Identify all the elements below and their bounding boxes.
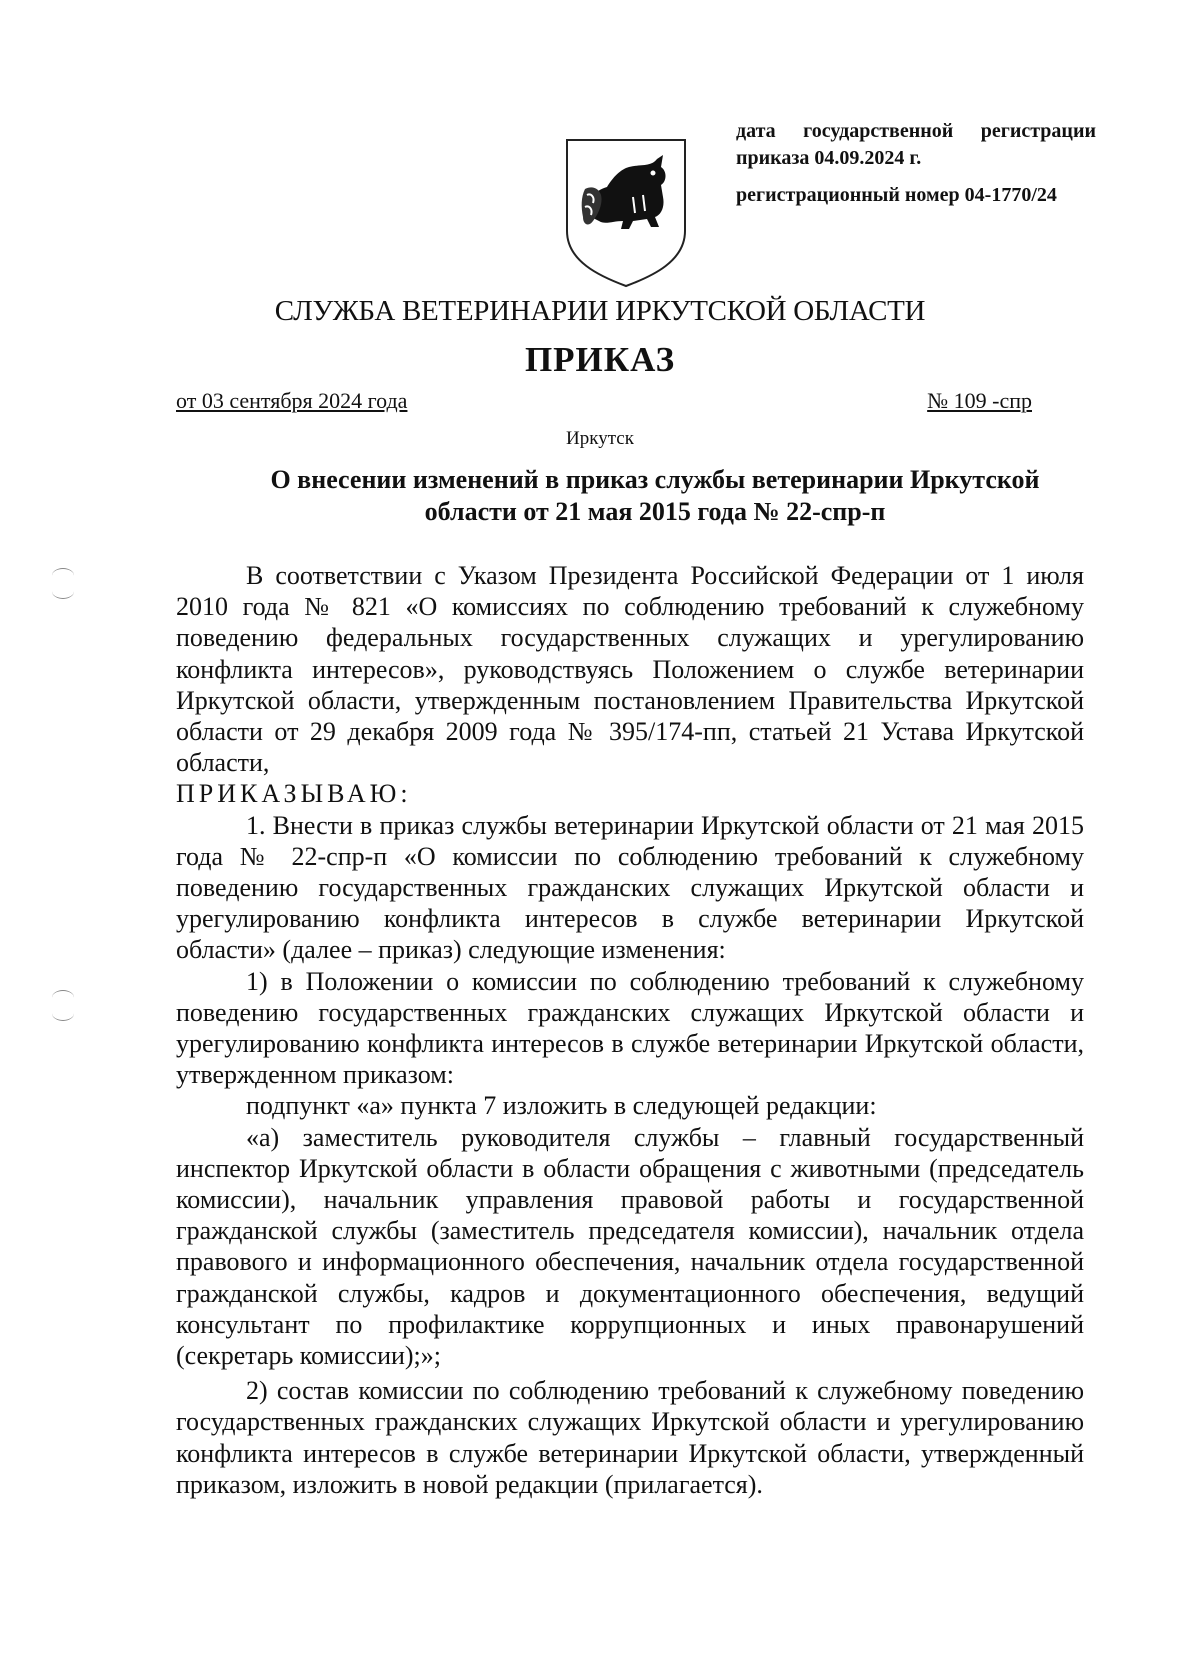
document-body xyxy=(176,560,1084,1500)
registration-number: регистрационный номер 04-1770/24 xyxy=(736,184,1057,206)
order-number: № 109 -спр xyxy=(927,388,1032,413)
registration-date-value: приказа 04.09.2024 г. xyxy=(736,147,922,169)
order-word: ПРИКАЗЫВАЮ: xyxy=(176,779,412,809)
item-1-1-paragraph: 1) в Положении о комиссии по соблюдению требований к служебному поведению государственных гражданских служащих Иркутской области и урегулированию конфликта интересов в службе ветеринарии Иркутской области, утвержденном приказом: xyxy=(176,966,1084,1090)
title-line-2: области от 21 мая 2015 года № 22-спр-п xyxy=(424,497,886,526)
preamble-paragraph: В соответствии с Указом Президента Российской Федерации от 1 июля 2010 года № 821 «О комиссиях по соблюдению требований к служебному поведению федеральных государственных служащих и урегулированию конфликта интересов», руководствуясь Положением о службе ветеринарии Иркутской области, утвержденным постановлением Правительства Иркутской области от 29 декабря 2009 года № 395/174-пп, статьей 21 Устава Иркутской области, xyxy=(176,561,1084,778)
document-type: ПРИКАЗ xyxy=(524,340,676,379)
item-1-paragraph: 1. Внести в приказ службы ветеринарии Иркутской области от 21 мая 2015 года № 22-спр-п «О комиссии по соблюдению требований к служебному поведению государственных гражданских служащих Иркутской области и урегулированию конфликта интересов в службе ветеринарии Иркутской области» (далее – приказ) следующие изменения: xyxy=(176,810,1084,965)
item-1-2-paragraph: 2) состав комиссии по соблюдению требований к служебному поведению государственных гражданских служащих Иркутской области и урегулированию конфликта интересов в службе ветеринарии Иркутской области, утвержденный приказом, изложить в новой редакции (прилагается). xyxy=(176,1376,1084,1499)
title-line-1: О внесении изменений в приказ службы ветеринарии Иркутской xyxy=(270,465,1040,494)
subitem-paragraph: подпункт «а» пункта 7 изложить в следующей редакции: xyxy=(246,1091,877,1121)
punch-hole-mark xyxy=(52,1006,74,1021)
document-title xyxy=(240,464,1070,528)
coat-of-arms-icon xyxy=(563,137,689,289)
punch-hole-mark xyxy=(52,990,74,1005)
city: Иркутск xyxy=(566,428,634,449)
registration-date-label: дата государственной регистрации xyxy=(736,120,1096,142)
punch-hole-mark xyxy=(52,584,74,599)
organization-name: СЛУЖБА ВЕТЕРИНАРИИ ИРКУТСКОЙ ОБЛАСТИ xyxy=(274,295,926,327)
order-date: от 03 сентября 2024 года xyxy=(176,388,408,413)
registration-stamp xyxy=(736,118,1096,209)
quote-paragraph: «а) заместитель руководителя службы – главный государственный инспектор Иркутской области в области обращения с животными (председатель комиссии), начальник управления правовой работы и государственной гражданской службы (заместитель председателя комиссии), начальник отдела правового и информационного обеспечения, начальник отдела государственной гражданской службы, кадров и документационного обеспечения, ведущий консультант по профилактике коррупционных и иных правонарушений (секретарь комиссии);»; xyxy=(176,1122,1084,1371)
punch-hole-mark xyxy=(52,568,74,583)
